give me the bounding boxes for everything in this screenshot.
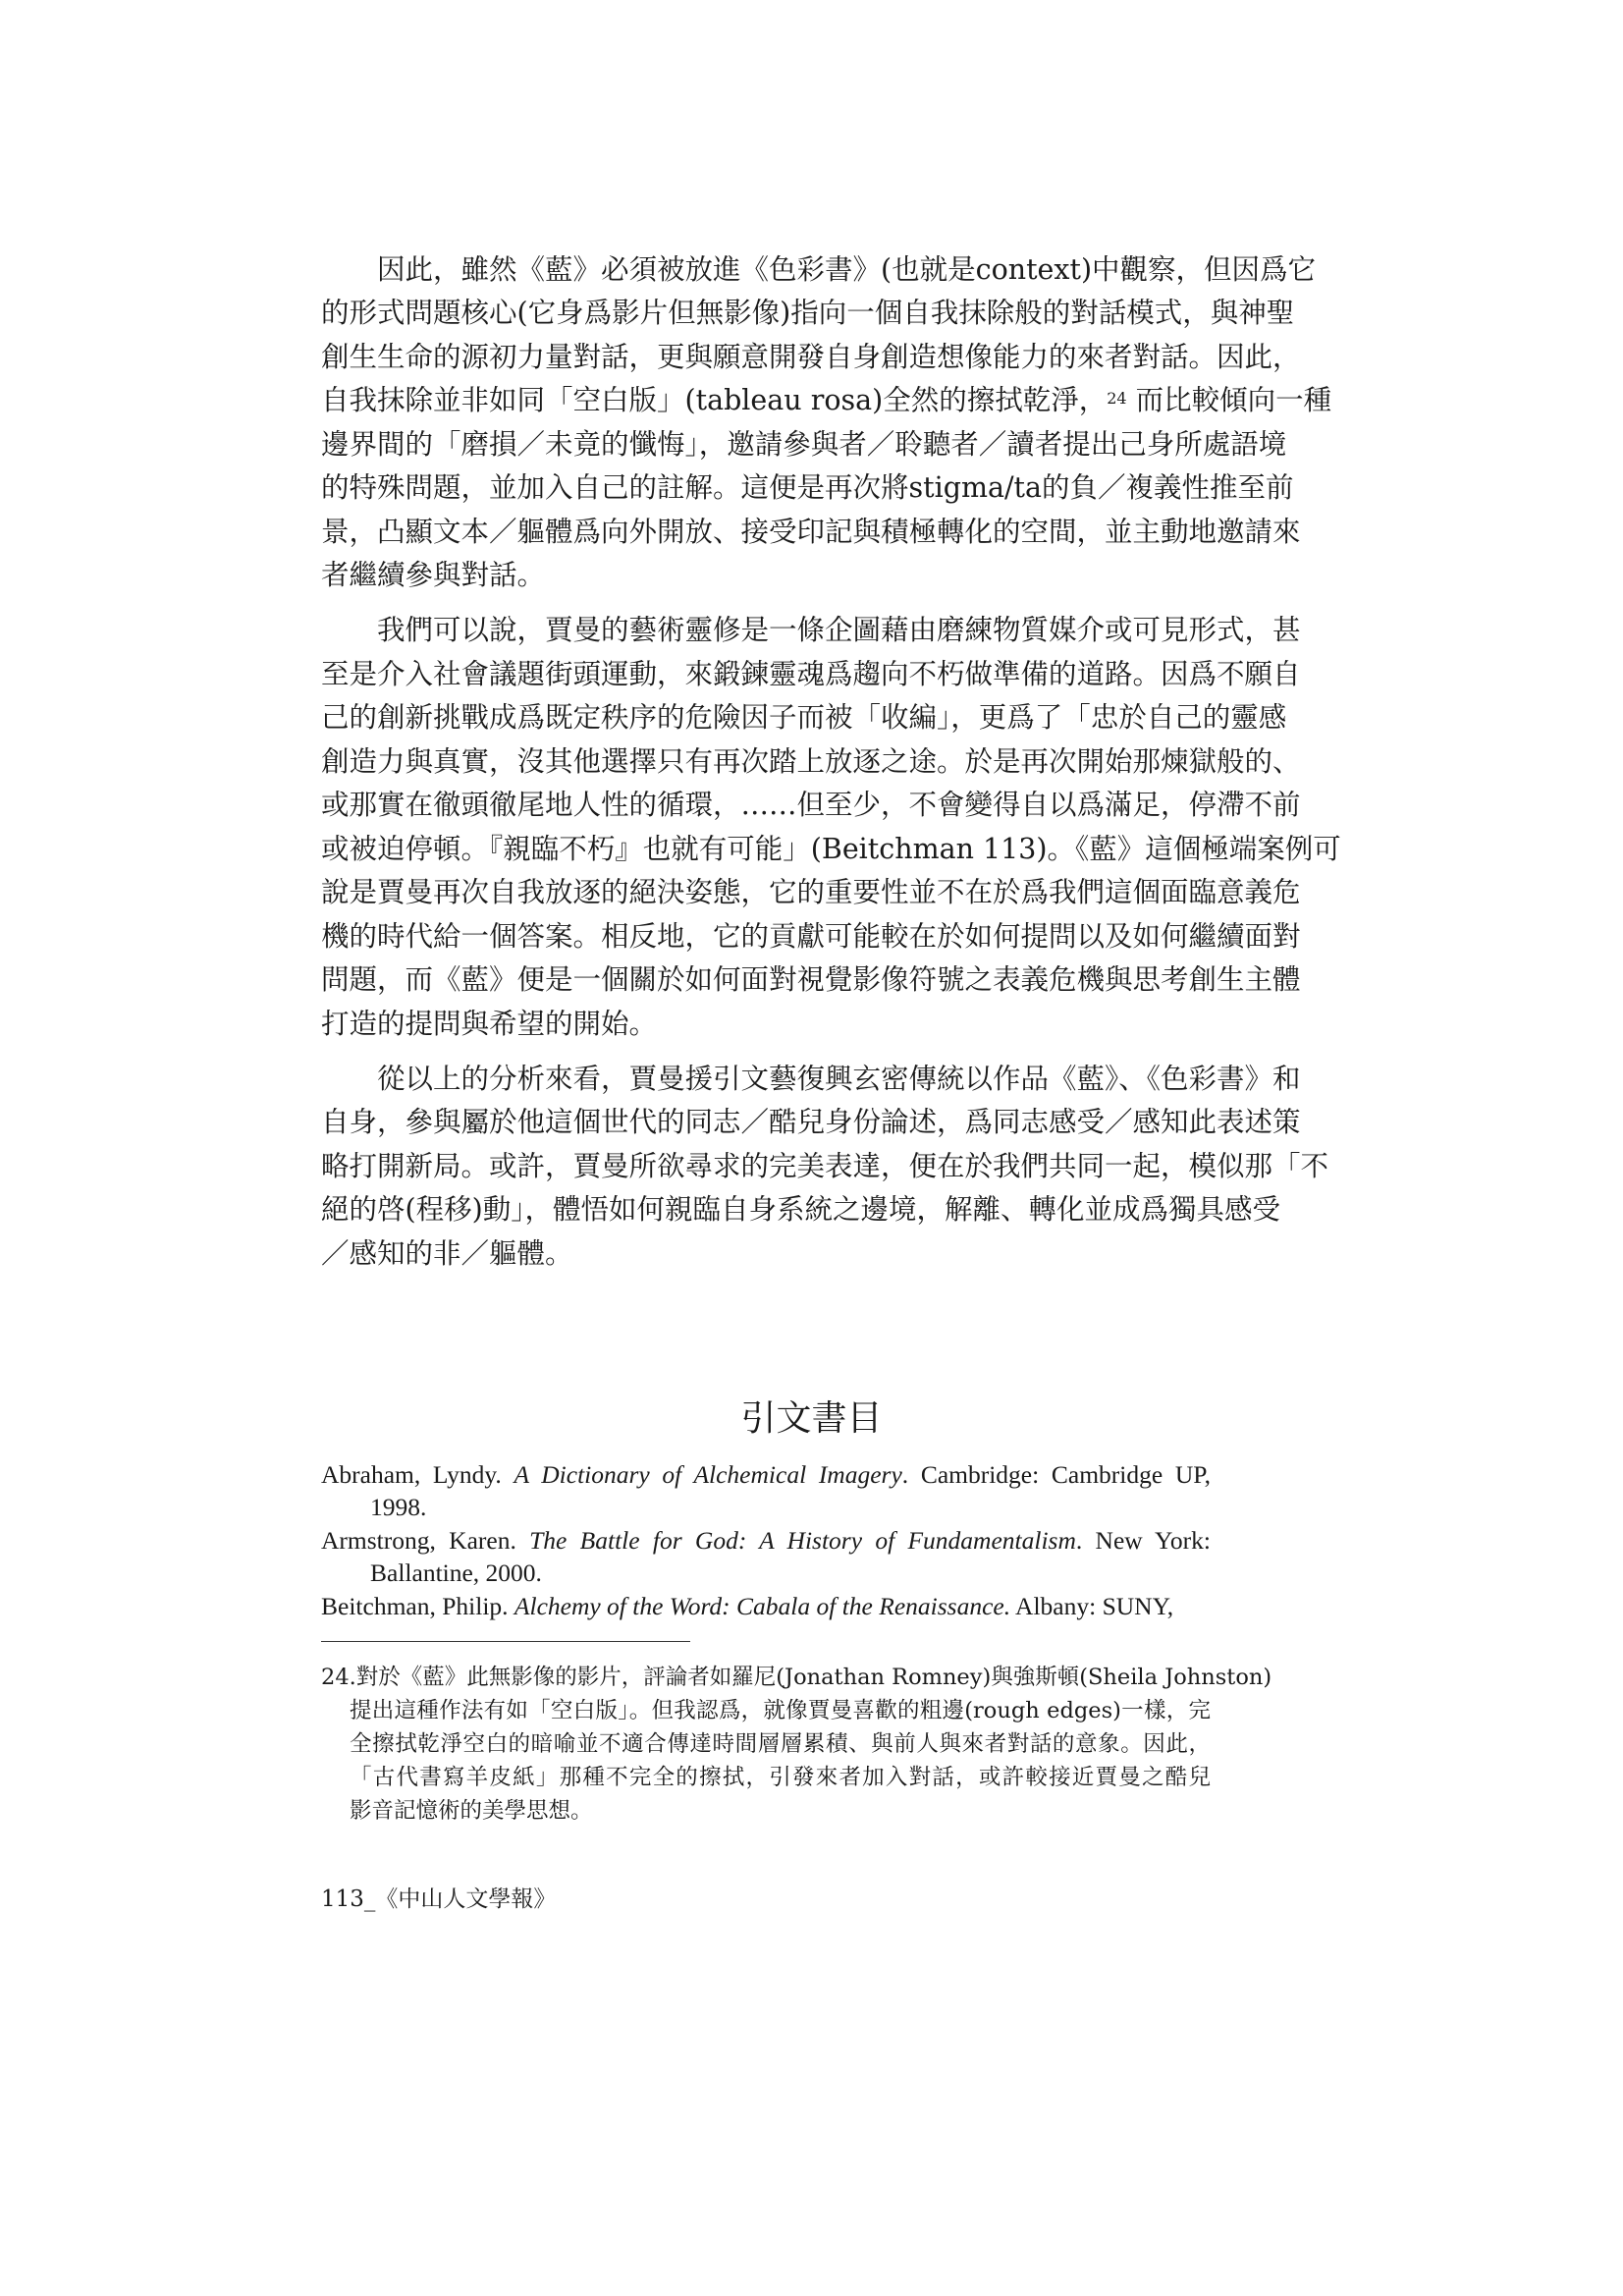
body-line: 機的時代給一個答案。相反地，它的貢獻可能較在於如何提問以及如何繼續面對 xyxy=(321,920,1301,953)
footnote-reference[interactable]: 24 xyxy=(1107,389,1127,408)
body-line: 絕的啓(程移)動」，體悟如何親臨自身系統之邊境，解離、轉化並成爲獨具感受 xyxy=(321,1193,1280,1226)
body-line: 創生生命的源初力量對話，更與願意開發自身創造想像能力的來者對話。因此， xyxy=(321,341,1301,373)
footnote-line: 提出這種作法有如「空白版」。但我認爲，就像賈曼喜歡的粗邊(rough edges)一樣，完 xyxy=(350,1698,1211,1723)
page-folio: 113_《中山人文學報》 xyxy=(321,1886,557,1912)
body-line: 的特殊問題，並加入自己的註解。這便是再次將stigma/ta的負／複義性推至前 xyxy=(321,471,1294,504)
footnote-divider xyxy=(321,1641,690,1642)
bibliography-heading: 引文書目 xyxy=(740,1398,883,1439)
ref-title: The Battle for God: A History of Fundamentalism xyxy=(529,1526,1076,1555)
bibliography-entry xyxy=(321,1590,1211,1622)
body-line: 己的創新挑戰成爲既定秩序的危險因子而被「收編」，更爲了「忠於自己的靈感 xyxy=(321,701,1287,734)
body-line: 打造的提問與希望的開始。 xyxy=(321,1008,658,1040)
body-line: 略打開新局。或許，賈曼所欲尋求的完美表達，便在於我們共同一起，模似那「不 xyxy=(321,1150,1329,1182)
body-line: 或那實在徹頭徹尾地人性的循環，……但至少，不會變得自以爲滿足，停滯不前 xyxy=(321,789,1301,821)
body-line-text: 自我抹除並非如同「空白版」(tableau rosa)全然的擦拭乾淨， xyxy=(321,384,1108,416)
ref-title: A Dictionary of Alchemical Imagery xyxy=(514,1460,902,1489)
body-line: 從以上的分析來看，賈曼援引文藝復興玄密傳統以作品《藍》、《色彩書》和 xyxy=(377,1063,1301,1095)
ref-publisher: . Cambridge: Cambridge UP, 1998. xyxy=(370,1460,1211,1521)
body-line: 因此，雖然《藍》必須被放進《色彩書》(也就是context)中觀察，但因爲它 xyxy=(377,253,1317,286)
body-line: 問題，而《藍》便是一個關於如何面對視覺影像符號之表義危機與思考創生主體 xyxy=(321,963,1301,996)
body-line-text: 而比較傾向一種 xyxy=(1126,384,1332,416)
body-line: 我們可以說，賈曼的藝術靈修是一條企圖藉由磨練物質媒介或可見形式，甚 xyxy=(377,614,1301,646)
body-line xyxy=(321,379,1332,422)
bibliography-entry xyxy=(321,1458,1211,1523)
ref-author: Armstrong, Karen. xyxy=(321,1526,530,1555)
body-line: 說是賈曼再次自我放逐的絕決姿態，它的重要性並不在於爲我們這個面臨意義危 xyxy=(321,876,1301,908)
ref-author: Beitchman, Philip. xyxy=(321,1592,514,1620)
footnote-line: 全擦拭乾淨空白的暗喻並不適合傳達時間層層累積、與前人與來者對話的意象。因此， xyxy=(350,1731,1211,1757)
body-line: 自身，參與屬於他這個世代的同志／酷兒身份論述，爲同志感受／感知此表述策 xyxy=(321,1106,1301,1138)
footnote-line: 影音記憶術的美學思想。 xyxy=(350,1798,593,1824)
body-line: 邊界間的「磨損／未竟的懺悔」，邀請參與者／聆聽者／讀者提出己身所處語境 xyxy=(321,428,1287,461)
body-line: 或被迫停頓。『親臨不朽』也就有可能」(Beitchman 113)。《藍》這個極端案例可 xyxy=(321,833,1341,865)
ref-author: Abraham, Lyndy. xyxy=(321,1460,514,1489)
ref-publisher: Albany: SUNY, xyxy=(1010,1592,1174,1620)
body-line: 的形式問題核心(它身爲影片但無影像)指向一個自我抹除般的對話模式，與神聖 xyxy=(321,297,1295,329)
bibliography-entry xyxy=(321,1524,1211,1589)
footnote-line: 「古代書寫羊皮紙」那種不完全的擦拭，引發來者加入對話，或許較接近賈曼之酷兒 xyxy=(350,1765,1211,1790)
ref-publisher: . New York: Ballantine, 2000. xyxy=(370,1526,1211,1587)
body-line: 創造力與真實，沒其他選擇只有再次踏上放逐之途。於是再次開始那煉獄般的、 xyxy=(321,745,1301,778)
body-line: 至是介入社會議題街頭運動，來鍛鍊靈魂爲趨向不朽做準備的道路。因爲不願自 xyxy=(321,658,1301,690)
body-line: 景，凸顯文本／軀體爲向外開放、接受印記與積極轉化的空間，並主動地邀請來 xyxy=(321,516,1301,548)
footnote-line: 24.對於《藍》此無影像的影片，評論者如羅尼(Jonathan Romney)與強斯頓(Sheila Johnston) xyxy=(321,1665,1272,1690)
ref-title: Alchemy of the Word: Cabala of the Renaissance. xyxy=(514,1592,1011,1620)
body-line: 者繼續參與對話。 xyxy=(321,559,546,591)
body-line: ／感知的非／軀體。 xyxy=(321,1237,573,1270)
